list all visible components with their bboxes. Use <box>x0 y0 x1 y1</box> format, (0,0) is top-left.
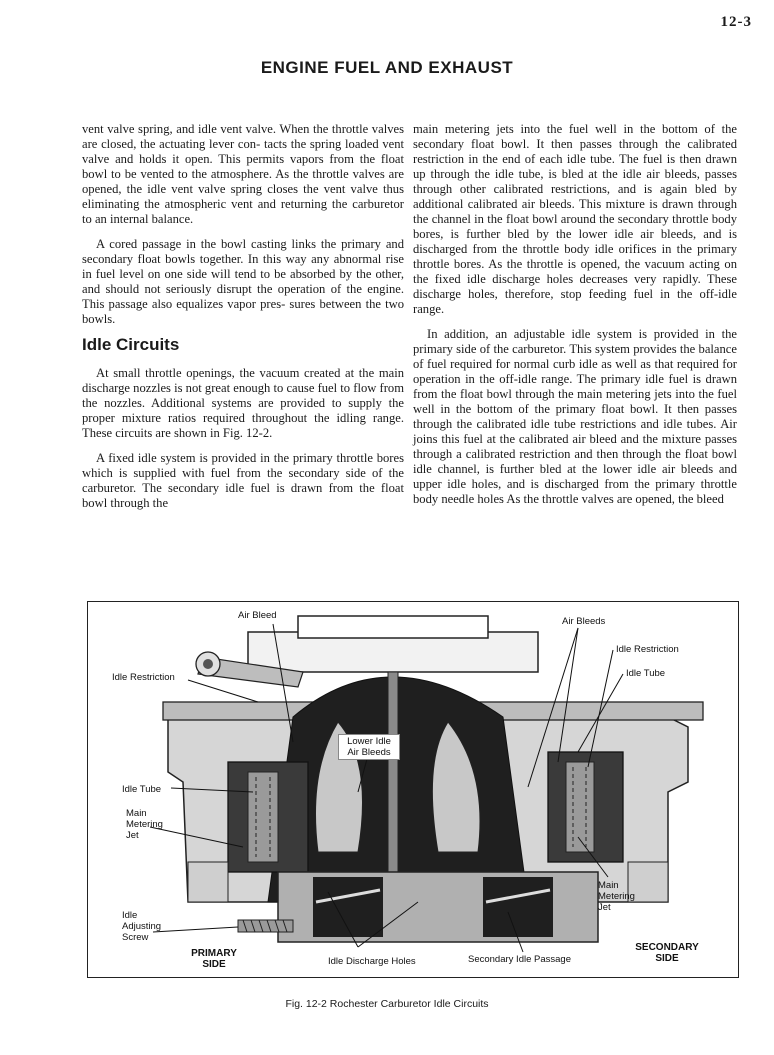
carburetor-figure <box>87 601 739 978</box>
label-main-metering-jet-left: Main Metering Jet <box>126 808 163 841</box>
label-primary-side: PRIMARY SIDE <box>191 948 237 970</box>
label-air-bleed: Air Bleed <box>238 610 277 621</box>
figure-caption: Fig. 12-2 Rochester Carburetor Idle Circuits <box>285 998 489 1010</box>
label-idle-discharge-holes: Idle Discharge Holes <box>328 956 416 967</box>
label-idle-adjusting-screw: Idle Adjusting Screw <box>122 910 162 943</box>
left-column <box>82 122 404 521</box>
linkage-pivot-center <box>203 659 213 669</box>
primary-idle-tube-body <box>248 772 278 862</box>
label-secondary-idle-passage: Secondary Idle Passage <box>468 954 571 965</box>
subheading-idle-circuits: Idle Circuits <box>82 335 180 354</box>
air-horn-top <box>298 616 488 638</box>
label-air-bleeds: Air Bleeds <box>562 616 606 627</box>
right-column <box>413 122 737 517</box>
label-secondary-side: SECONDARY SIDE <box>635 942 699 964</box>
left-mount-boss <box>188 862 228 902</box>
secondary-throttle-bore <box>483 877 553 937</box>
label-main-metering-jet-right: Main Metering Jet <box>598 880 635 913</box>
label-idle-restriction-right: Idle Restriction <box>616 644 679 655</box>
label-idle-tube-left: Idle Tube <box>122 784 162 795</box>
secondary-idle-tube-body <box>566 762 594 852</box>
carburetor-cutaway-illustration <box>88 602 739 978</box>
page-number: 12-3 <box>720 14 752 30</box>
right-paragraph-2: In addition, an adjustable idle system is provided in the primary side of the carburetor. This system provides the balance of fuel required for normal curb idle as well as that required for operation in the off-idle range. The primary idle fuel is drawn from the float bowl through the main metering jets into the fuel well in the bottom of the primary float bowl. It then passes through the calibrated idle tube restrictions and idle tubes. Air joins this fuel at the calibrated air bleed and the mixture passes through a calibrated restriction and then through the float bowl idle channel, is further bled at the lower idle air bleeds and upper idle holes, and is discharged from the primary throttle body needle holes As the throttle valves are opened, the bleed <box>413 327 737 506</box>
label-idle-tube-right: Idle Tube <box>626 668 666 679</box>
left-paragraph-3: At small throttle openings, the vacuum created at the main discharge nozzles is not great enough to cause fuel to flow from the nozzles. Additional systems are provided to supply the proper mixture ratios required throughout the idling range. These circuits are shown in Fig. 12-2. <box>82 366 404 440</box>
label-idle-restriction-left: Idle Restriction <box>112 672 175 683</box>
right-paragraph-1: main metering jets into the fuel well in the bottom of the secondary float bowl. It then passes through the calibrated restriction in the end of each idle tube. The fuel is then drawn up through the idle tube, is bled at the idle air bleeds, passes through other calibrated restrictions, and is again bled by additional calibrated air bleeds. This mixture is drawn through the channel in the float bowl around the secondary throttle body bores, is further bled by the lower idle air bleeds, and is discharged from the throttle body idle orifices in the primary throttle bores. As the throttle is opened, the vacuum acting on the fixed idle discharge holes decreases very rapidly. These discharge holes, therefore, stop feeding fuel in the off-idle range. <box>413 122 737 316</box>
label-lower-idle-air-bleeds: Lower Idle Air Bleeds <box>338 734 400 760</box>
left-paragraph-4: A fixed idle system is provided in the primary throttle bores which is supplied with fuel from the secondary side of the carburetor. The secondary idle fuel is drawn from the float bowl through the <box>82 451 404 510</box>
bowl-divider <box>388 672 398 892</box>
left-paragraph-1: vent valve spring, and idle vent valve. When the throttle valves are closed, the actuating lever con- tacts the spring loaded vent valve and holds it open. This permits vapors from the float bowl to be vented to the atmosphere. As the throttle valves are opened, the idle vent valve spring closes the vent valve thus eliminating the atmospheric vent and returning the carburetor to an internal balance. <box>82 122 404 226</box>
section-title: ENGINE FUEL AND EXHAUST <box>260 58 514 77</box>
left-paragraph-2: A cored passage in the bowl casting links the primary and secondary float bowls together. In this way any abnormal rise in fuel level on one side will tend to be absorbed by the other, and should not seriously disrupt the operation of the engine. This passage also equalizes vapor pres- sures between the two bowls. <box>82 237 404 326</box>
